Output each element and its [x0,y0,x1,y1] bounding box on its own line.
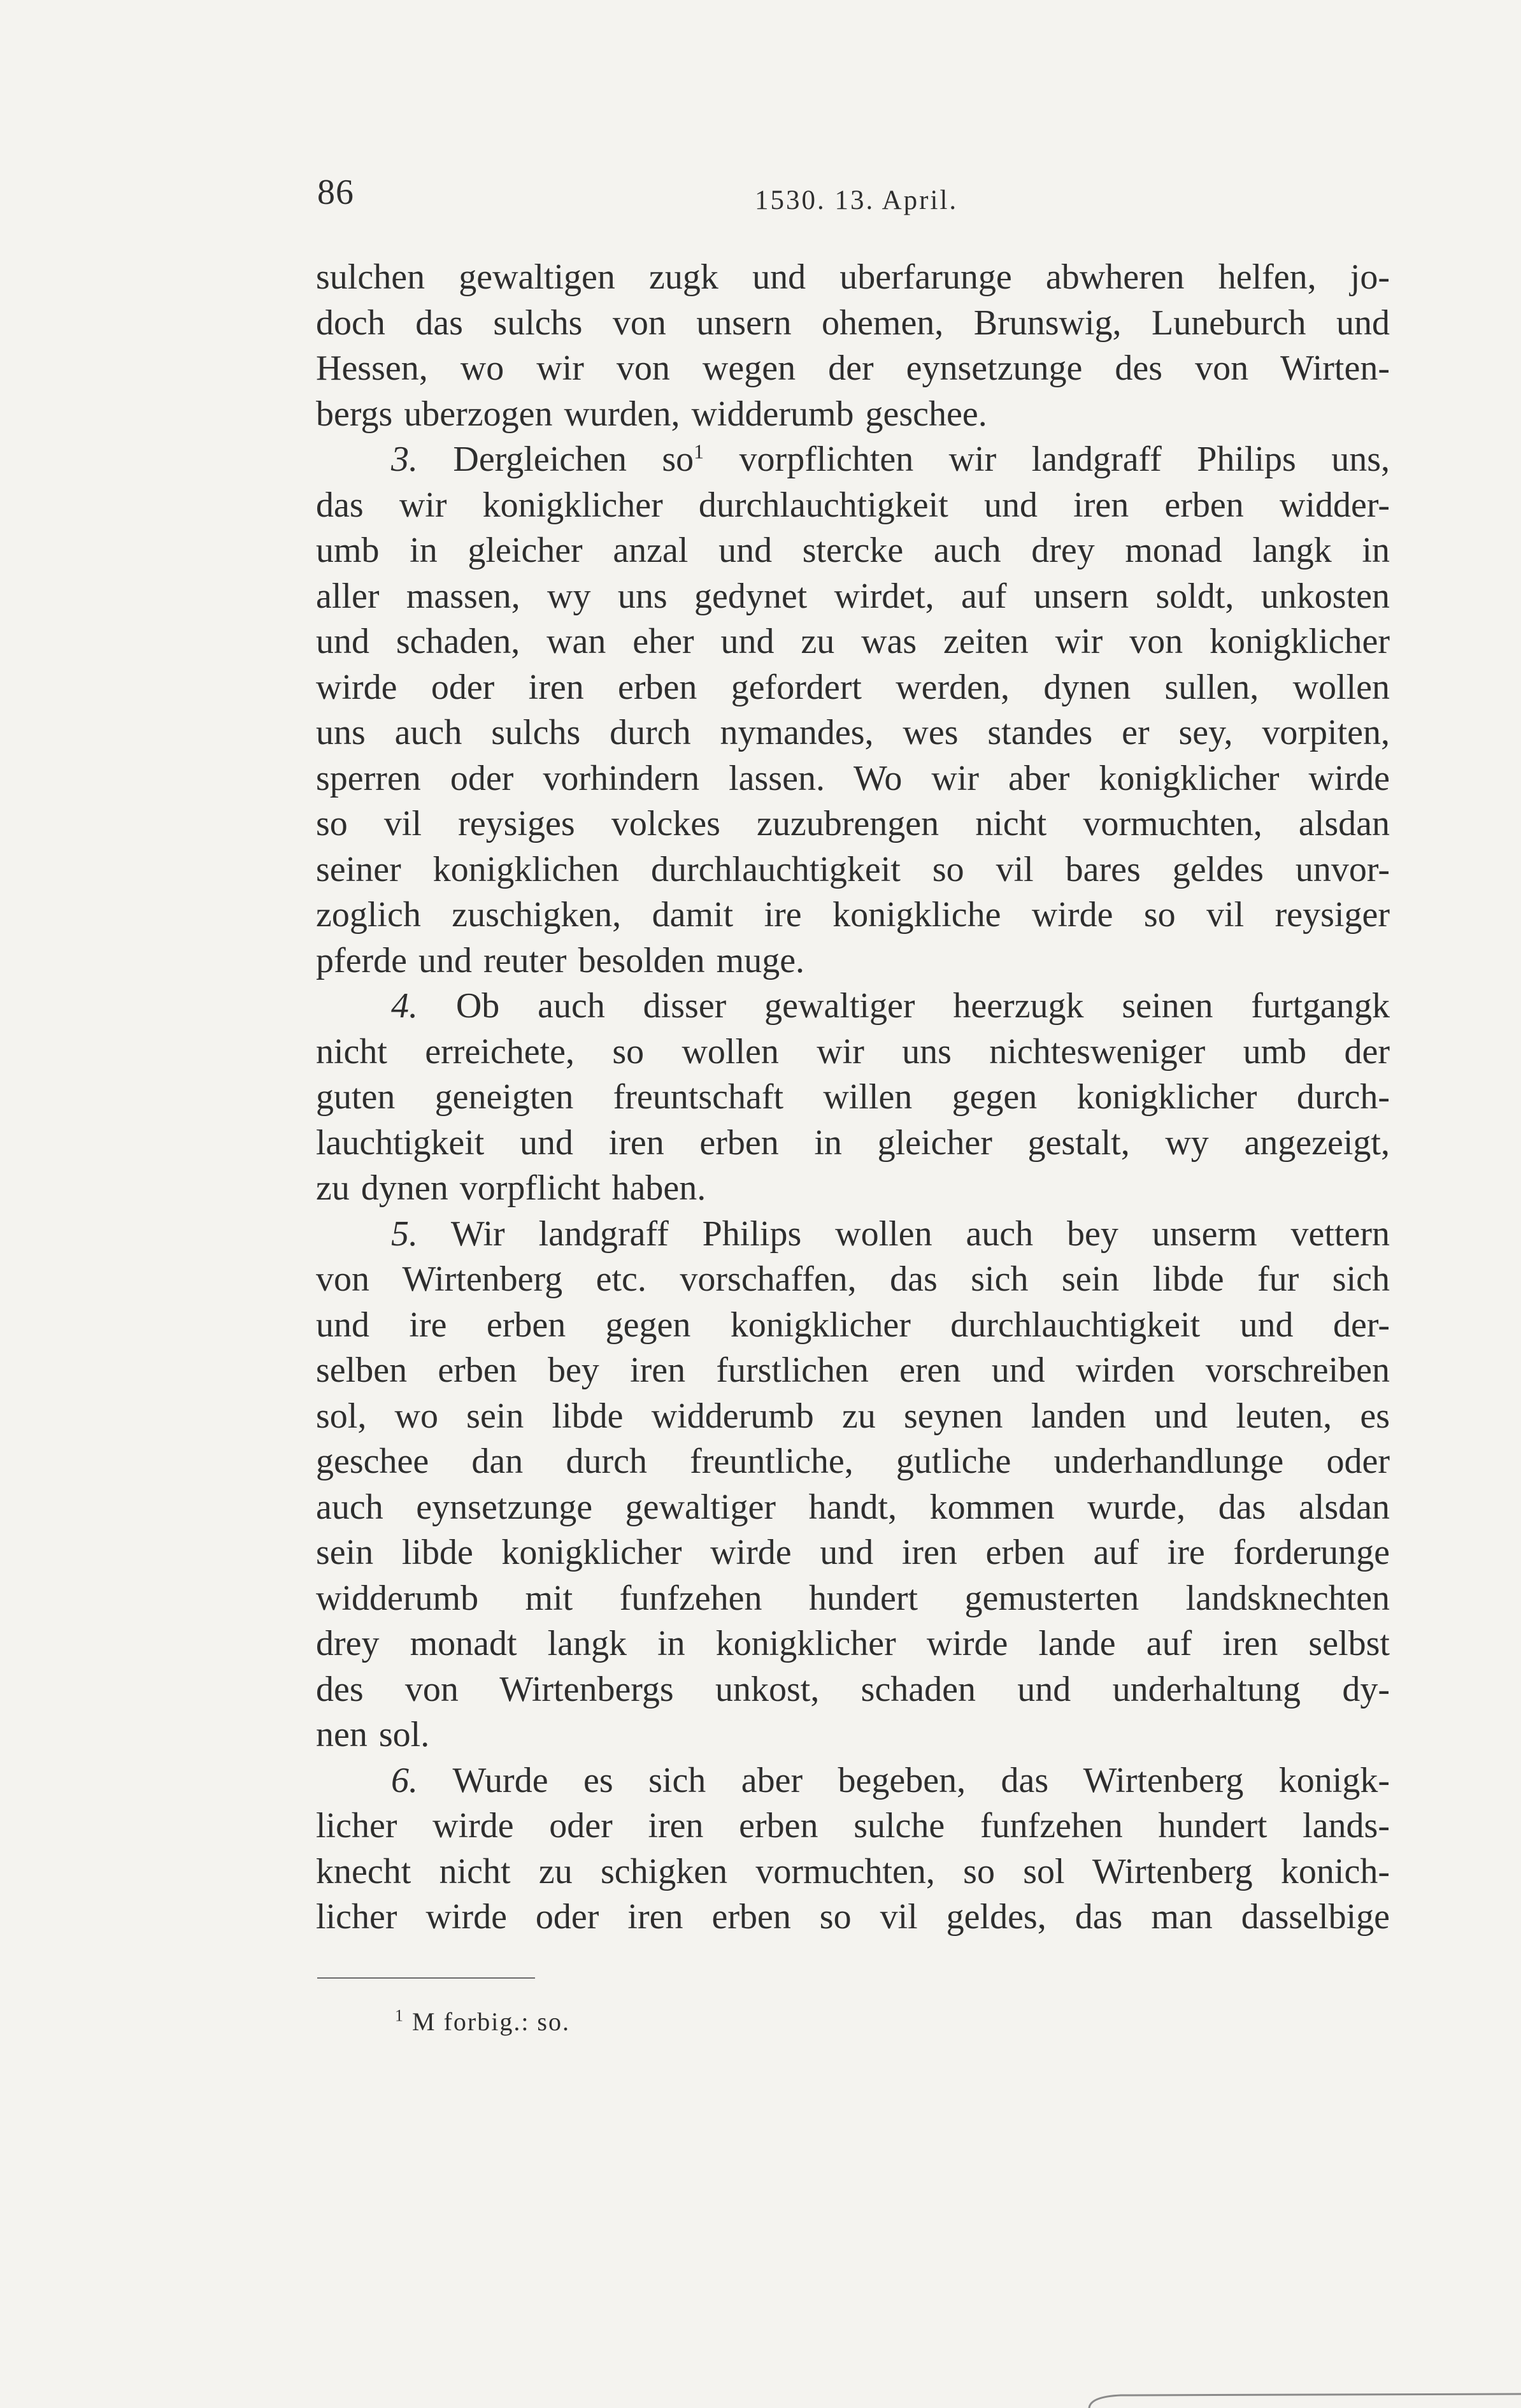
text-fragment: Wir landgraff Philips wollen auch bey unserm vettern [450,1214,1390,1254]
text-line: geschee dan durch freuntliche, gutliche underhandlunge oder [316,1442,1390,1481]
text-line: drey monadt langk in konigklicher wirde lande auf iren selbst [316,1624,1390,1663]
text-fragment: Dergleichen so [453,440,694,479]
text-line: und schaden, wan eher und zu was zeiten wir von konigklicher [316,622,1390,661]
running-head: 1530. 13. April. [755,185,959,215]
text-line: umb in gleicher anzal und stercke auch drey monad langk in [316,531,1390,570]
paragraph-5 [316,1212,1390,1758]
text-line: von Wirtenberg etc. vorschaffen, das sich sein libde fur sich [316,1259,1390,1299]
body-text [316,255,1390,1940]
text-line: des von Wirtenbergs unkost, schaden und underhaltung dy- [316,1669,1390,1709]
text-line: zu dynen vorpflicht haben. [316,1168,706,1208]
text-line: selben erben bey iren furstlichen eren und wirden vorschreiben [316,1351,1390,1390]
text-line: sulchen gewaltigen zugk und uberfarunge abwheren helfen, jo- [316,257,1390,297]
text-line [316,984,1390,1029]
paragraph-number: 3. [391,440,418,479]
text-line: und ire erben gegen konigklicher durchlauchtigkeit und der- [316,1305,1390,1345]
footnote-reference: 1 [694,440,704,463]
text-line: zoglich zuschigken, damit ire konigkliche wirde so vil reysiger [316,895,1390,935]
text-line: widderumb mit funfzehen hundert gemusterten landsknechten [316,1578,1390,1618]
text-line [316,437,1390,483]
page-number: 86 [317,173,354,212]
text-line: wirde oder iren erben gefordert werden, dynen sullen, wollen [316,667,1390,707]
paragraph-6 [316,1758,1390,1940]
text-line: so vil reysiges volckes zuzubrengen nicht vormuchten, alsdan [316,804,1390,843]
text-line: nicht erreichete, so wollen wir uns nichtesweniger umb der [316,1031,1390,1071]
footnote-marker: 1 [395,2006,404,2025]
footnote-text: M forbig.: so. [412,2007,570,2036]
text-line: nen sol. [316,1715,430,1754]
text-line [316,1212,1390,1258]
paragraph-number: 6. [391,1760,418,1800]
paragraph-number: 5. [391,1214,418,1254]
footnote [395,2007,570,2037]
text-line: bergs uberzogen wurden, widderumb geschee. [316,394,987,434]
text-line: knecht nicht zu schigken vormuchten, so sol Wirtenberg konich- [316,1851,1390,1891]
text-line: das wir konigklicher durchlauchtigkeit und iren erben widder- [316,485,1390,525]
paragraph-3 [316,437,1390,984]
text-line: sol, wo sein libde widderumb zu seynen landen und leuten, es [316,1396,1390,1436]
text-line: sperren oder vorhindern lassen. Wo wir aber konigklicher wirde [316,758,1390,798]
text-fragment: Wurde es sich aber begeben, das Wirtenberg konigk- [452,1760,1390,1800]
text-fragment: Ob auch disser gewaltiger heerzugk seinen furtgangk [455,986,1390,1026]
page-edge-curve [1076,2357,1521,2408]
text-line: pferde und reuter besolden muge. [316,940,805,980]
text-line: aller massen, wy uns gedynet wirdet, auf unsern soldt, unkosten [316,576,1390,616]
text-fragment: vorpflichten wir landgraff Philips uns, [704,440,1390,479]
paragraph-continuation [316,255,1390,437]
text-line [316,1758,1390,1804]
text-line: sein libde konigklicher wirde und iren erben auf ire forderunge [316,1533,1390,1572]
text-line: uns auch sulchs durch nymandes, wes standes er sey, vorpiten, [316,713,1390,752]
text-line: licher wirde oder iren erben sulche funfzehen hundert lands- [316,1806,1390,1845]
text-line: Hessen, wo wir von wegen der eynsetzunge des von Wirten- [316,348,1390,388]
footnote-divider [317,1977,535,1979]
text-line: auch eynsetzunge gewaltiger handt, kommen wurde, das alsdan [316,1487,1390,1527]
text-line: doch das sulchs von unsern ohemen, Brunswig, Luneburch und [316,303,1390,343]
text-line: licher wirde oder iren erben so vil geldes, das man dasselbige [316,1897,1390,1937]
paragraph-number: 4. [391,986,418,1026]
text-line: lauchtigkeit und iren erben in gleicher gestalt, wy angezeigt, [316,1122,1390,1163]
text-line: guten geneigten freuntschaft willen gegen konigklicher durch- [316,1077,1390,1117]
paragraph-4 [316,984,1390,1212]
text-line: seiner konigklichen durchlauchtigkeit so vil bares geldes unvor- [316,849,1390,889]
